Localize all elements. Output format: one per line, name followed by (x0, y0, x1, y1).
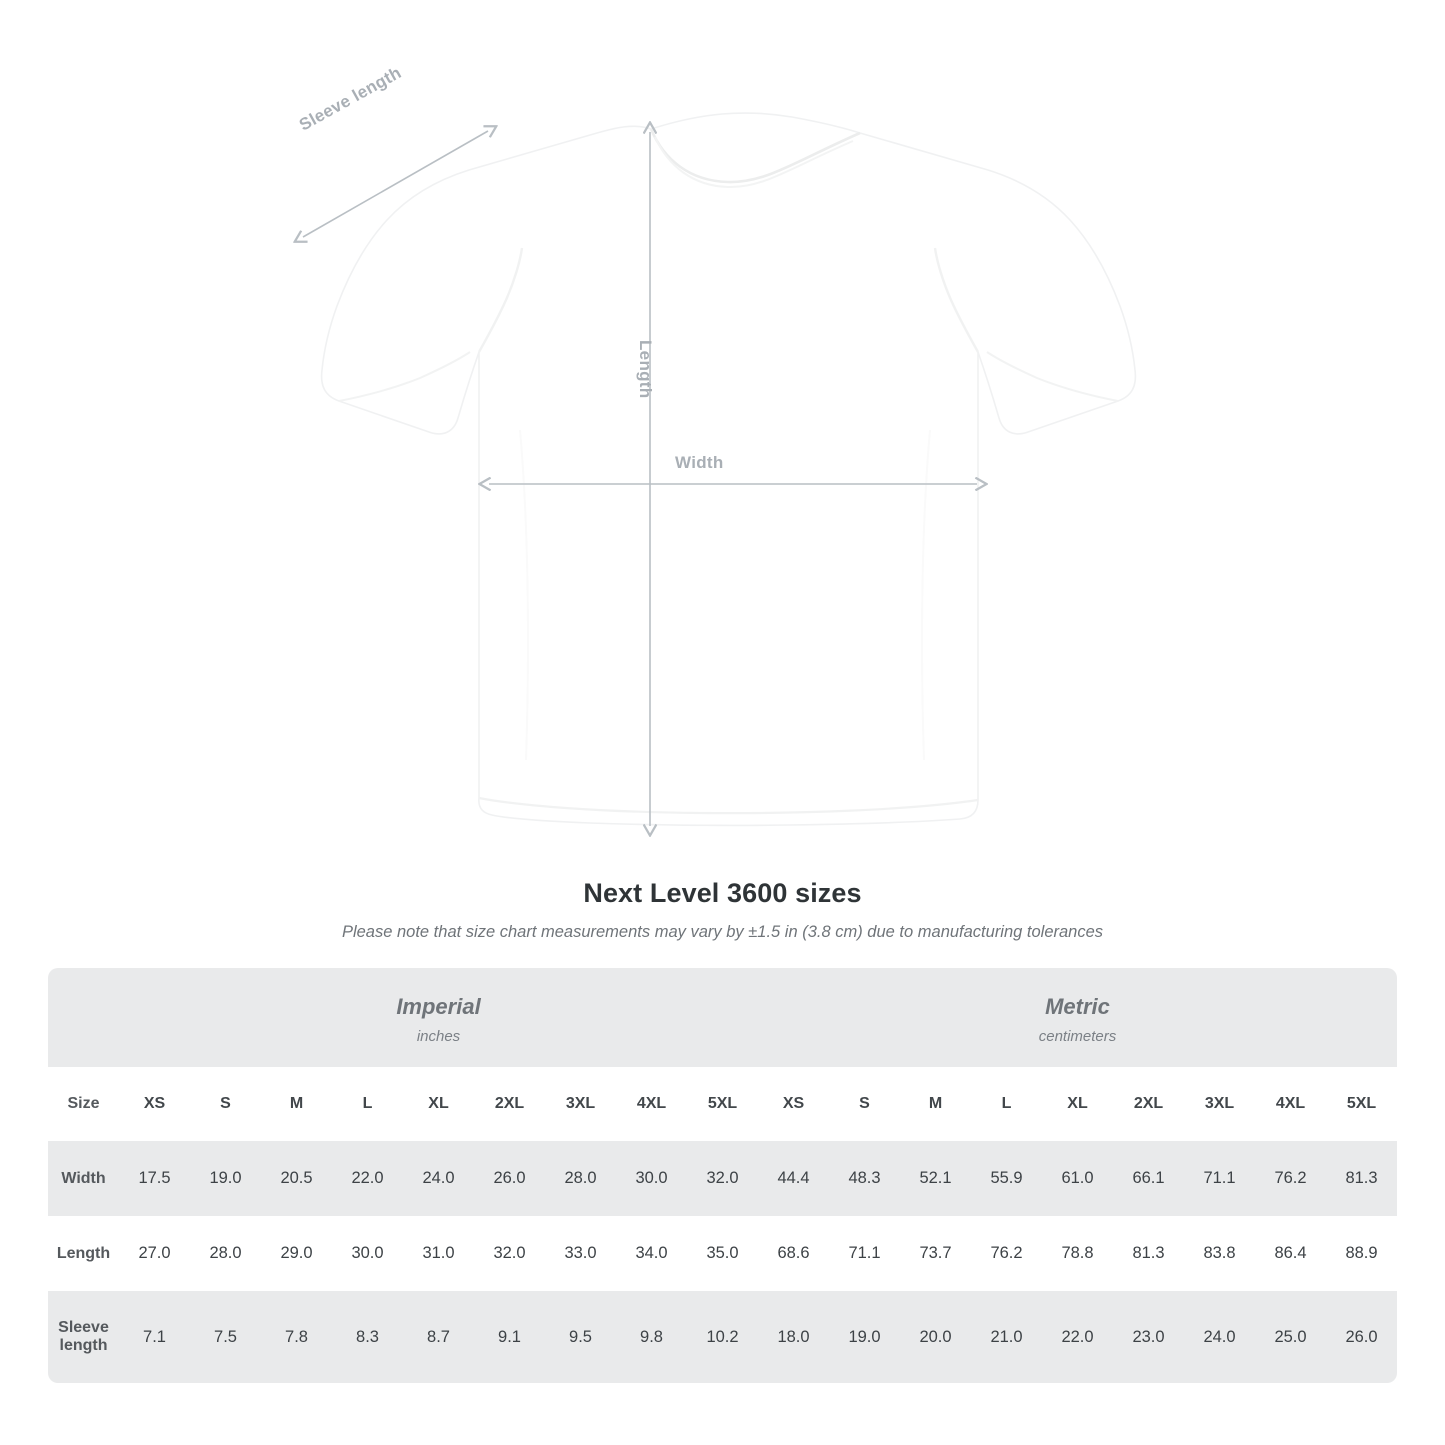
width-imperial-2xl: 26.0 (474, 1141, 545, 1216)
sleeve-imperial-5xl: 10.2 (687, 1291, 758, 1383)
sleeve-imperial-l: 8.3 (332, 1291, 403, 1383)
width-imperial-m: 20.5 (261, 1141, 332, 1216)
unit-header-imperial (119, 968, 758, 1067)
col-header-imperial-xl: XL (403, 1067, 474, 1141)
row-label-sleeve-length: Sleeve length (48, 1291, 119, 1383)
col-header-imperial-4xl: 4XL (616, 1067, 687, 1141)
col-header-imperial-l: L (332, 1067, 403, 1141)
metric-label: Metric (1045, 994, 1110, 1019)
width-label: Width (675, 453, 724, 472)
length-imperial-l: 30.0 (332, 1216, 403, 1291)
length-imperial-xl: 31.0 (403, 1216, 474, 1291)
sleeve-imperial-3xl: 9.5 (545, 1291, 616, 1383)
sleeve-metric-l: 21.0 (971, 1291, 1042, 1383)
length-imperial-5xl: 35.0 (687, 1216, 758, 1291)
width-metric-4xl: 76.2 (1255, 1141, 1326, 1216)
col-header-metric-4xl: 4XL (1255, 1067, 1326, 1141)
length-metric-m: 73.7 (900, 1216, 971, 1291)
length-label: Length (636, 340, 655, 399)
col-header-metric-s: S (829, 1067, 900, 1141)
tshirt-shape (322, 113, 1136, 825)
sleeve-metric-5xl: 26.0 (1326, 1291, 1397, 1383)
size-table (48, 968, 1397, 1383)
col-header-metric-3xl: 3XL (1184, 1067, 1255, 1141)
sleeve-imperial-xs: 7.1 (119, 1291, 190, 1383)
size-table-wrapper (48, 968, 1397, 1383)
unit-header-row (48, 968, 1397, 1067)
col-header-imperial-5xl: 5XL (687, 1067, 758, 1141)
sleeve-imperial-xl: 8.7 (403, 1291, 474, 1383)
sleeve-metric-m: 20.0 (900, 1291, 971, 1383)
sleeve-imperial-m: 7.8 (261, 1291, 332, 1383)
col-header-metric-l: L (971, 1067, 1042, 1141)
width-metric-m: 52.1 (900, 1141, 971, 1216)
imperial-label: Imperial (396, 994, 481, 1019)
length-metric-3xl: 83.8 (1184, 1216, 1255, 1291)
length-metric-xl: 78.8 (1042, 1216, 1113, 1291)
col-header-metric-xl: XL (1042, 1067, 1113, 1141)
sleeve-metric-xs: 18.0 (758, 1291, 829, 1383)
width-imperial-4xl: 30.0 (616, 1141, 687, 1216)
page-title: Next Level 3600 sizes (583, 878, 862, 908)
sleeve-imperial-s: 7.5 (190, 1291, 261, 1383)
length-imperial-m: 29.0 (261, 1216, 332, 1291)
row-label-width: Width (48, 1141, 119, 1216)
width-imperial-l: 22.0 (332, 1141, 403, 1216)
width-imperial-3xl: 28.0 (545, 1141, 616, 1216)
table-row-width (48, 1141, 1397, 1216)
col-header-imperial-3xl: 3XL (545, 1067, 616, 1141)
table-row-sleeve-length (48, 1291, 1397, 1383)
sleeve-imperial-2xl: 9.1 (474, 1291, 545, 1383)
width-metric-l: 55.9 (971, 1141, 1042, 1216)
col-header-imperial-s: S (190, 1067, 261, 1141)
col-header-metric-xs: XS (758, 1067, 829, 1141)
tolerance-note: Please note that size chart measurements may vary by ±1.5 in (3.8 cm) due to manufacturing tolerances (341, 923, 1104, 941)
length-metric-5xl: 88.9 (1326, 1216, 1397, 1291)
metric-sub: centimeters (1038, 1028, 1117, 1045)
width-imperial-xs: 17.5 (119, 1141, 190, 1216)
length-metric-l: 76.2 (971, 1216, 1042, 1291)
length-imperial-s: 28.0 (190, 1216, 261, 1291)
table-row-length (48, 1216, 1397, 1291)
row-label-length: Length (48, 1216, 119, 1291)
unit-header-metric (758, 968, 1397, 1067)
length-imperial-xs: 27.0 (119, 1216, 190, 1291)
length-imperial-4xl: 34.0 (616, 1216, 687, 1291)
sleeve-metric-2xl: 23.0 (1113, 1291, 1184, 1383)
width-metric-s: 48.3 (829, 1141, 900, 1216)
width-metric-xl: 61.0 (1042, 1141, 1113, 1216)
length-metric-s: 71.1 (829, 1216, 900, 1291)
width-imperial-s: 19.0 (190, 1141, 261, 1216)
title-block (0, 878, 1445, 942)
col-header-imperial-m: M (261, 1067, 332, 1141)
col-header-metric-5xl: 5XL (1326, 1067, 1397, 1141)
sleeve-metric-3xl: 24.0 (1184, 1291, 1255, 1383)
col-header-metric-2xl: 2XL (1113, 1067, 1184, 1141)
width-metric-xs: 44.4 (758, 1141, 829, 1216)
width-metric-2xl: 66.1 (1113, 1141, 1184, 1216)
sleeve-metric-4xl: 25.0 (1255, 1291, 1326, 1383)
width-metric-5xl: 81.3 (1326, 1141, 1397, 1216)
length-metric-2xl: 81.3 (1113, 1216, 1184, 1291)
width-metric-3xl: 71.1 (1184, 1141, 1255, 1216)
col-header-imperial-xs: XS (119, 1067, 190, 1141)
sleeve-metric-xl: 22.0 (1042, 1291, 1113, 1383)
length-metric-4xl: 86.4 (1255, 1216, 1326, 1291)
row-label-size: Size (48, 1067, 119, 1141)
length-imperial-2xl: 32.0 (474, 1216, 545, 1291)
sleeve-metric-s: 19.0 (829, 1291, 900, 1383)
sleeve-imperial-4xl: 9.8 (616, 1291, 687, 1383)
width-imperial-5xl: 32.0 (687, 1141, 758, 1216)
sleeve-length-label: Sleeve length (296, 62, 405, 135)
imperial-sub: inches (416, 1028, 461, 1045)
col-header-imperial-2xl: 2XL (474, 1067, 545, 1141)
length-metric-xs: 68.6 (758, 1216, 829, 1291)
col-header-metric-m: M (900, 1067, 971, 1141)
unit-header-spacer (48, 968, 119, 1067)
length-imperial-3xl: 33.0 (545, 1216, 616, 1291)
size-header-row (48, 1067, 1397, 1141)
width-imperial-xl: 24.0 (403, 1141, 474, 1216)
